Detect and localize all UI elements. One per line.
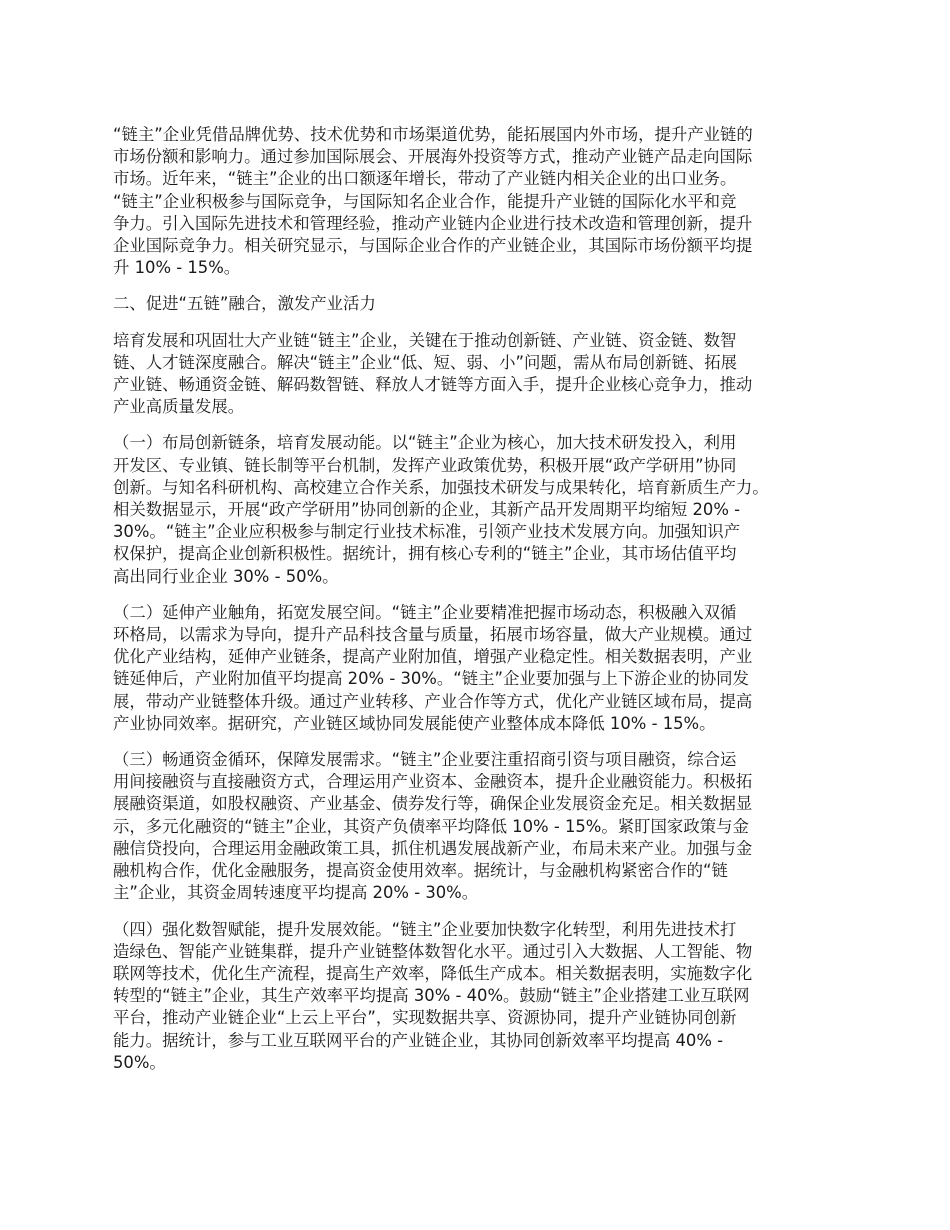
text-line: 造绿色、智能产业链集群，提升产业链整体数智化水平。通过引入大数据、人工智能、物 [113, 941, 753, 961]
text-line: 创新。与知名科研机构、高校建立合作关系，加强技术研发与成果转化，培育新质生产力。 [113, 477, 769, 497]
section-heading [113, 293, 851, 315]
text-line: 优化产业结构，延伸产业链条，提高产业附加值，增强产业稳定性。相关数据表明，产业 [113, 647, 753, 667]
text-line: 30%。“链主”企业应积极参与制定行业技术标准，引领产业技术发展方向。加强知识产 [113, 522, 741, 542]
text-line: （二）延伸产业触角，拓宽发展空间。“链主”企业要精准把握市场动态，积极融入双循 [113, 602, 737, 622]
text-line: 高出同行业企业 30% - 50%。 [113, 566, 339, 586]
text-line: 升 10% - 15%。 [113, 258, 241, 278]
paragraph-intro [113, 330, 851, 419]
text-line: 转型的“链主”企业，其生产效率平均提高 30% - 40%。鼓励“链主”企业搭建工业互联网 [113, 986, 750, 1006]
text-line: （四）强化数智赋能，提升发展效能。“链主”企业要加快数字化转型，利用先进技术打 [113, 919, 737, 939]
text-line: 环格局，以需求为导向，提升产品科技含量与质量，拓展市场容量，做大产业规模。通过 [113, 625, 753, 645]
document-page [113, 124, 851, 1088]
text-line: 市场。近年来，“链主”企业的出口额逐年增长，带动了产业链内相关企业的出口业务。 [113, 169, 737, 189]
text-line: 开发区、专业镇、链长制等平台机制，发挥产业政策优势，积极开展“政产学研用”协同 [113, 455, 737, 475]
text-line: 融信贷投向，合理运用金融政策工具，抓住机遇发展战新产业，布局未来产业。加强与金 [113, 838, 753, 858]
heading-text: 二、促进“五链”融合，激发产业活力 [113, 294, 376, 314]
text-line: 市场份额和影响力。通过参加国际展会、开展海外投资等方式，推动产业链产品走向国际 [113, 147, 753, 167]
text-line: 主”企业，其资金周转速度平均提高 20% - 30%。 [113, 883, 479, 903]
text-line: 展融资渠道，如股权融资、产业基金、债券发行等，确保企业发展资金充足。相关数据显 [113, 794, 753, 814]
text-line: 链、人才链深度融合。解决“链主”企业“低、短、弱、小”问题，需从布局创新链、拓展 [113, 352, 738, 372]
text-line: 平台，推动产业链企业“上云上平台”，实现数据共享、资源协同，提升产业链协同创新 [113, 1008, 737, 1028]
paragraph-industry-chain [113, 602, 851, 735]
text-line: （三）畅通资金循环，保障发展需求。“链主”企业要注重招商引资与项目融资，综合运 [113, 750, 737, 770]
text-line: 融机构合作，优化金融服务，提高资金使用效率。据统计，与金融机构紧密合作的“链 [113, 861, 728, 881]
text-line: 示，多元化融资的“链主”企业，其资产负债率平均降低 10% - 15%。紧盯国家政策与金 [113, 816, 749, 836]
text-line: 企业国际竞争力。相关研究显示，与国际企业合作的产业链企业，其国际市场份额平均提 [113, 236, 753, 256]
text-line: 相关数据显示，开展“政产学研用”协同创新的企业，其新产品开发周期平均缩短 20% - [113, 500, 741, 520]
text-line: 争力。引入国际先进技术和管理经验，推动产业链内企业进行技术改造和管理创新，提升 [113, 213, 753, 233]
text-line: 联网等技术，优化生产流程，提高生产效率，降低生产成本。相关数据表明，实施数字化 [113, 963, 753, 983]
text-line: 产业高质量发展。 [113, 397, 245, 417]
text-line: 链延伸后，产业附加值平均提高 20% - 30%。“链主”企业要加强与上下游企业的协同发 [113, 669, 749, 689]
text-line: 展，带动产业链整体升级。通过产业转移、产业合作等方式，优化产业链区域布局，提高 [113, 691, 753, 711]
text-line: 权保护，提高企业创新积极性。据统计，拥有核心专利的“链主”企业，其市场估值平均 [113, 544, 737, 564]
paragraph-digital-chain [113, 919, 851, 1074]
text-line: 能力。据统计，参与工业互联网平台的产业链企业，其协同创新效率平均提高 40% - [113, 1030, 724, 1050]
paragraph-capital-chain [113, 749, 851, 904]
paragraph-innovation-chain [113, 432, 851, 587]
text-line: “链主”企业积极参与国际竞争，与国际知名企业合作，能提升产业链的国际化水平和竞 [113, 191, 737, 211]
text-line: 培育发展和巩固壮大产业链“链主”企业，关键在于推动创新链、产业链、资金链、数智 [113, 330, 737, 350]
text-line: （一）布局创新链条，培育发展动能。以“链主”企业为核心，加大技术研发投入，利用 [113, 433, 737, 453]
paragraph-export-market [113, 124, 851, 279]
text-line: 50%。 [113, 1052, 166, 1072]
text-line: 产业协同效率。据研究，产业链区域协同发展能使产业整体成本降低 10% - 15%。 [113, 713, 716, 733]
text-line: “链主”企业凭借品牌优势、技术优势和市场渠道优势，能拓展国内外市场，提升产业链的 [113, 125, 753, 144]
text-line: 产业链、畅通资金链、解码数智链、释放人才链等方面入手，提升企业核心竞争力，推动 [113, 375, 753, 395]
text-line: 用间接融资与直接融资方式，合理运用产业资本、金融资本，提升企业融资能力。积极拓 [113, 772, 753, 792]
